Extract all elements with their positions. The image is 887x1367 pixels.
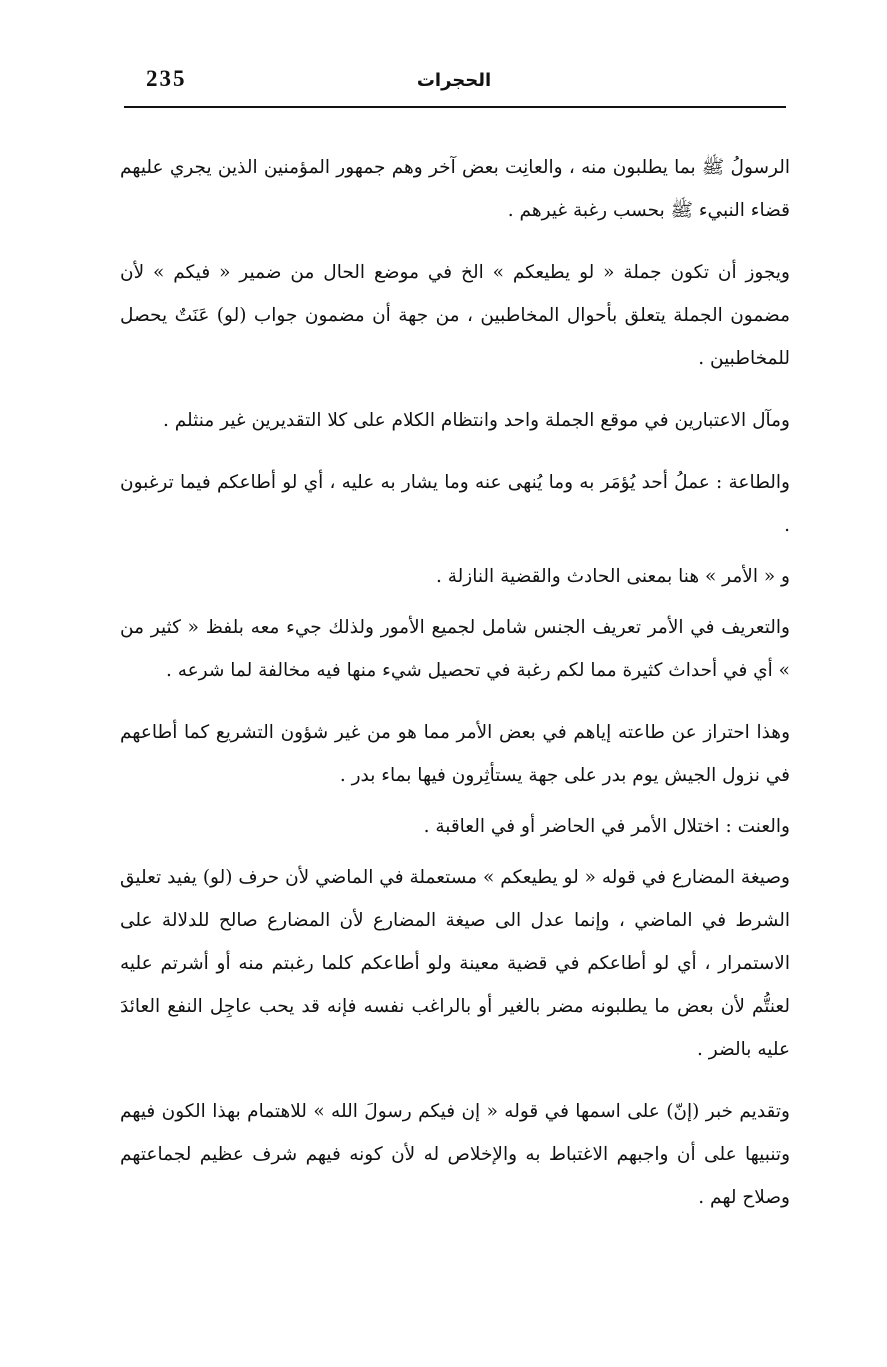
paragraph: ومآل الاعتبارين في موقع الجملة واحد وانتظام الكلام على كلا التقديرين غير منثلم . <box>162 410 790 431</box>
paragraph: والعنت : اختلال الأمر في الحاضر أو في العاقبة . <box>423 816 790 837</box>
running-title: الحجرات <box>416 70 492 91</box>
paragraph: ويجوز أن تكون جملة « لو يطيعكم » الخ في موضع الحال من ضمير « فيكم » لأن مضمون الجملة يتعلق بأحوال المخاطبين ، من جهة أن مضمون جواب (لو) عَنَتٌ يحصل للمخاطبين . <box>120 262 790 369</box>
paragraph: والطاعة : عملُ أحد يُؤمَر به وما يُنهى عنه وما يشار به عليه ، أي لو أطاعكم فيما ترغبون . <box>120 472 790 536</box>
paragraph: والتعريف في الأمر تعريف الجنس شامل لجميع الأمور ولذلك جيء معه بلفظ « كثير من » أي في أحداث كثيرة مما لكم رغبة في تحصيل شيء منها فيه مخالفة لما شرعه . <box>120 617 790 681</box>
header-divider <box>124 106 786 108</box>
body-text <box>120 146 790 1238</box>
paragraph: و « الأمر » هنا بمعنى الحادث والقضية النازلة . <box>435 566 790 587</box>
paragraph: وصيغة المضارع في قوله « لو يطيعكم » مستعملة في الماضي لأن حرف (لو) يفيد تعليق الشرط في الماضي ، وإنما عدل الى صيغة المضارع لأن المضارع صالح للدلالة على الاستمرار ، أي لو أطاعكم في قضية معينة ولو أطاعكم كلما رغبتم منه أو أشرتم عليه لعنتُّم لأن بعض ما يطلبونه مضر بالغير أو بالراغب نفسه فإنه قد يحب عاجِل النفع العائدَ عليه بالضر . <box>120 867 790 1060</box>
page-header <box>124 62 786 106</box>
paragraph: وتقديم خبر (إنّ) على اسمها في قوله « إن فيكم رسولَ الله » للاهتمام بهذا الكون فيهم وتنبيها على أن واجبهم الاغتباط به والإخلاص له لأن كونه فيهم شرف عظيم لجماعتهم وصلاح لهم . <box>120 1101 790 1208</box>
page-number: 235 <box>146 66 187 91</box>
paragraph: وهذا احتراز عن طاعته إياهم في بعض الأمر مما هو من غير شؤون التشريع كما أطاعهم في نزول الجيش يوم بدر على جهة يستأثِرون فيها بماء بدر . <box>120 722 790 786</box>
paragraph: الرسولُ ﷺ بما يطلبون منه ، والعانِت بعض آخر وهم جمهور المؤمنين الذين يجري عليهم قضاء النبيء ﷺ بحسب رغبة غيرهم . <box>120 157 790 221</box>
